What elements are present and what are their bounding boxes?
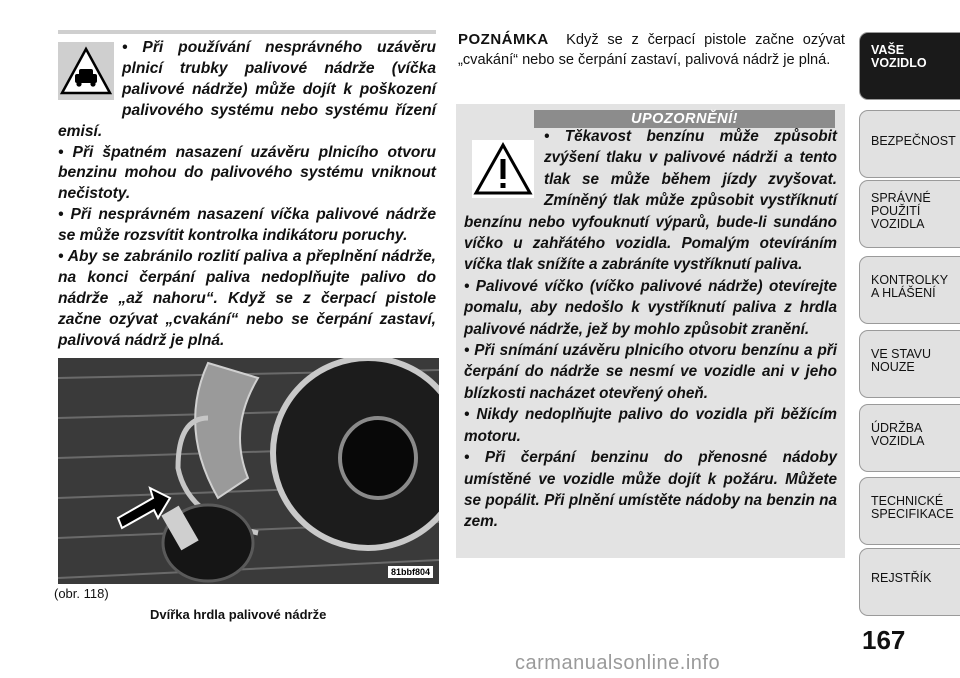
right-warning-paragraph-5: • Při čerpání benzinu do přenosné nádoby umístěné ve vozidle může dojít k požáru. Můžete se popálit. Při plnění umístěte nádoby na benzin na zem. xyxy=(464,449,837,531)
left-warning-paragraph-2: • Při špatném nasazení uzávěru plnicího otvoru benzinu mohou do palivového systému vniknout nečistoty. xyxy=(58,143,436,203)
tab-label-line: ÚDRŽBA xyxy=(871,421,923,435)
right-warning-paragraph-1: • Těkavost benzínu může způsobit zvýšení tlaku v palivové nádrži a tento tlak se může během jízdy zvyšovat. Zmíněný tlak může způsobit vystříknutí benzínu nebo vyfouknutí výparů, bude-li sundáno víčko u zahřátého vozidla. Pomalým otevíráním víčka tlak snížíte a zabráníte vystříknutí paliva. xyxy=(464,128,837,274)
right-warning-paragraph-3: • Při snímání uzávěru plnicího otvoru benzínu a při čerpání do nádrže se nesmí ve vozidle ani v jeho blízkosti nacházet otevřený oheň. xyxy=(464,342,837,402)
tab-label-line: VOZIDLA xyxy=(871,217,925,231)
tab-label-line: BEZPEČNOST xyxy=(871,134,956,148)
tab-udrzba-vozidla[interactable] xyxy=(859,404,960,472)
tab-label-line: SPECIFIKACE xyxy=(871,507,954,521)
warning-triangle-icon xyxy=(472,140,534,198)
note-label: POZNÁMKA xyxy=(458,31,549,48)
tab-technicke-specifikace[interactable] xyxy=(859,477,960,545)
tab-label-line: A HLÁŠENÍ xyxy=(871,286,936,300)
warning-top-rule xyxy=(58,30,436,34)
tab-label-line: VOZIDLA xyxy=(871,434,925,448)
tab-label-line: TECHNICKÉ xyxy=(871,494,944,508)
left-warning-paragraph-3: • Při nesprávném nasazení víčka palivové nádrže se může rozsvítit kontrolka indikátoru poruchy. xyxy=(58,206,436,245)
left-warning-paragraph-1: • Při používání nesprávného uzávěru plnicí trubky palivové nádrže (víčka palivové nádrže) může dojít k poškození palivového systému nebo systému řízení emisí. xyxy=(58,39,436,140)
note-text: Když se z čerpací pistole začne ozývat „cvakání“ nebo se čerpání zastaví, palivová nádrž je plná. xyxy=(458,32,845,68)
tab-label-line: VOZIDLO xyxy=(871,56,927,70)
tab-label-line: VAŠE xyxy=(871,43,905,57)
right-warning-paragraph-2: • Palivové víčko (víčko palivové nádrže) otevírejte pomalu, aby nedošlo k vystříknutí paliva z hrdla palivové nádrže, jež by mohlo způsobit zranění. xyxy=(464,277,837,338)
right-warning-paragraph-4: • Nikdy nedoplňujte palivo do vozidla při běžícím motoru. xyxy=(464,406,837,445)
left-warning-box xyxy=(58,30,436,352)
figure-caption: Dvířka hrdla palivové nádrže xyxy=(150,607,327,622)
figure-number: (obr. 118) xyxy=(54,586,109,601)
tab-bezpecnost[interactable] xyxy=(859,110,960,178)
note-paragraph xyxy=(458,30,845,70)
tab-vase-vozidlo[interactable] xyxy=(859,32,960,100)
tab-label-line: VE STAVU xyxy=(871,347,931,361)
figure-code: 81bbf804 xyxy=(388,566,433,578)
tab-spravne-pouziti-vozidla[interactable] xyxy=(859,180,960,248)
page-number: 167 xyxy=(862,625,906,655)
right-warning-body xyxy=(456,104,845,533)
fuel-door-photo xyxy=(58,358,439,584)
tab-ve-stavu-nouze[interactable] xyxy=(859,330,960,398)
watermark: carmanualsonline.info xyxy=(515,652,721,674)
car-warning-icon xyxy=(58,42,114,100)
chapter-tabs xyxy=(859,0,960,678)
right-warning-box xyxy=(456,104,845,558)
tab-rejstrik[interactable] xyxy=(859,548,960,616)
tab-label-line: POUŽITÍ xyxy=(871,204,921,218)
tab-kontrolky-a-hlaseni[interactable] xyxy=(859,256,960,324)
warning-title: UPOZORNĚNÍ! xyxy=(534,110,835,128)
left-warning-paragraph-4: • Aby se zabránilo rozlití paliva a přeplnění nádrže, na konci čerpání paliva nedoplňujte palivo do nádrže „až nahoru“. Když se z čerpací pistole začne ozývat „cvakání“ nebo se čerpání zastaví, palivová nádrž je plná. xyxy=(58,248,436,349)
tab-label-line: NOUZE xyxy=(871,360,915,374)
tab-label-line: KONTROLKY xyxy=(871,273,949,287)
tab-label-line: SPRÁVNÉ xyxy=(871,191,931,205)
tab-label-line: REJSTŘÍK xyxy=(871,571,932,585)
